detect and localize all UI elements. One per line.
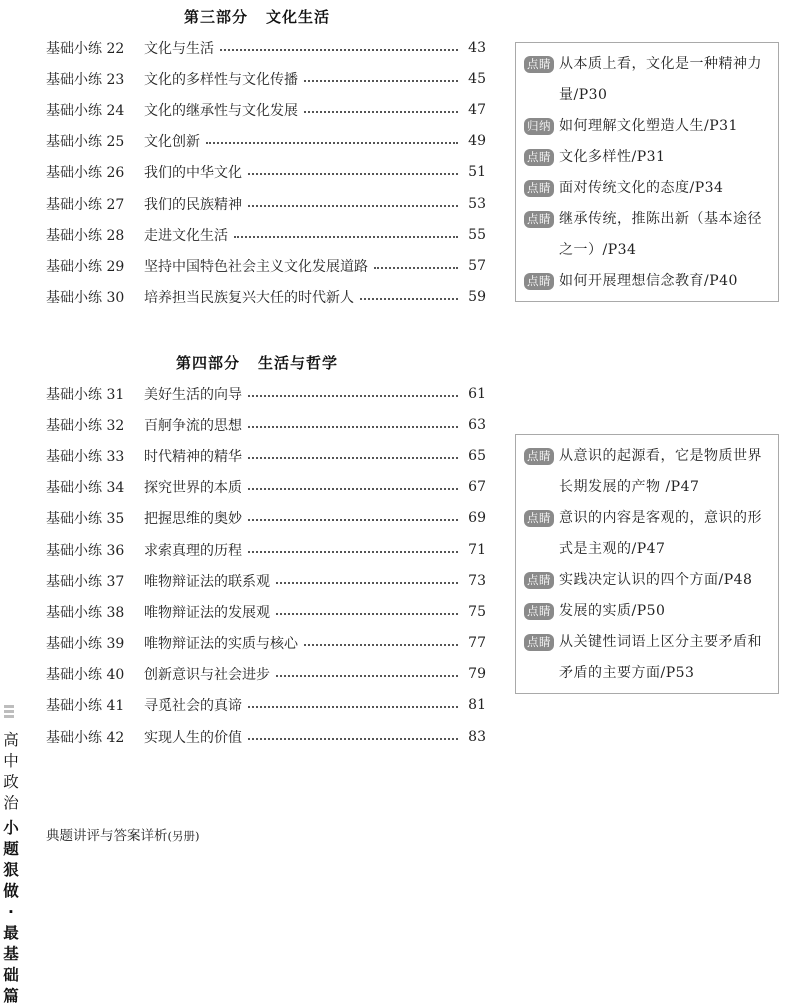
note-text: 文化多样性/P31 — [559, 149, 666, 165]
toc-topic: 文化的多样性与文化传播 — [144, 71, 298, 88]
toc-leader-dots — [248, 519, 458, 521]
toc-code: 基础小练 38 — [46, 604, 125, 621]
toc-code: 基础小练 24 — [46, 102, 125, 119]
toc-leader-dots — [248, 426, 458, 428]
note-tag-badge: 点睛 — [524, 273, 554, 290]
toc-code: 基础小练 32 — [46, 417, 125, 434]
toc-topic: 文化与生活 — [144, 40, 214, 57]
toc-code: 基础小练 28 — [46, 227, 125, 244]
toc-code: 基础小练 34 — [46, 480, 125, 497]
toc-row[interactable] — [46, 628, 486, 659]
note-item — [524, 441, 772, 503]
note-tag-badge: 点睛 — [524, 634, 554, 651]
footer-sub: (另册) — [167, 829, 200, 843]
spine-series — [0, 730, 22, 814]
toc-leader-dots — [304, 111, 458, 113]
toc-row[interactable] — [46, 565, 486, 596]
spine-title — [0, 818, 22, 1007]
toc-row[interactable] — [46, 503, 486, 534]
toc-leader-dots — [234, 236, 458, 238]
note-tag-badge: 点睛 — [524, 572, 554, 589]
spine-char: 政 — [3, 773, 19, 791]
toc-topic: 唯物辩证法的实质与核心 — [144, 636, 298, 653]
note-tag-badge: 点睛 — [524, 149, 554, 166]
note-tag-badge: 点睛 — [524, 510, 554, 527]
toc-page: 71 — [468, 541, 486, 558]
part4-title-label: 第四部分 — [176, 354, 241, 372]
spine-char: 狠 — [3, 861, 19, 879]
toc-page: 45 — [468, 70, 486, 87]
toc-topic: 我们的中华文化 — [144, 165, 242, 182]
toc-row[interactable] — [46, 63, 486, 94]
spine-char: 做 — [3, 882, 19, 900]
toc-leader-dots — [276, 613, 458, 615]
spine-char: 治 — [3, 794, 19, 812]
toc-code: 基础小练 37 — [46, 573, 125, 590]
toc-page: 51 — [468, 164, 486, 181]
spine-char: 础 — [3, 966, 19, 984]
toc-topic: 唯物辩证法的发展观 — [144, 604, 270, 621]
note-text: 继承传统，推陈出新（基本途径之一）/P34 — [559, 211, 762, 258]
toc-page: 47 — [468, 101, 486, 118]
toc-page: 57 — [468, 257, 486, 274]
toc-code: 基础小练 36 — [46, 542, 125, 559]
toc-topic: 百舸争流的思想 — [144, 417, 242, 434]
toc-leader-dots — [248, 706, 458, 708]
note-text: 意识的内容是客观的，意识的形式是主观的/P47 — [559, 510, 762, 557]
toc-topic: 培养担当民族复兴大任的时代新人 — [144, 290, 354, 307]
toc-row[interactable] — [46, 690, 486, 721]
toc-leader-dots — [248, 457, 458, 459]
toc-topic: 走进文化生活 — [144, 227, 228, 244]
toc-code: 基础小练 22 — [46, 40, 125, 57]
toc-leader-dots — [248, 488, 458, 490]
toc-leader-dots — [276, 582, 458, 584]
toc-row[interactable] — [46, 440, 486, 471]
toc-page: 81 — [468, 697, 486, 714]
toc-page: 77 — [468, 635, 486, 652]
toc-leader-dots — [248, 551, 458, 553]
note-item — [524, 596, 772, 627]
note-text: 从意识的起源看，它是物质世界长期发展的产物 /P47 — [559, 448, 762, 495]
toc-code: 基础小练 40 — [46, 667, 125, 684]
toc-leader-dots — [220, 49, 458, 51]
toc-code: 基础小练 30 — [46, 290, 125, 307]
spine-char: 题 — [3, 840, 19, 858]
toc-leader-dots — [304, 80, 458, 82]
part4-toc — [46, 378, 486, 752]
note-item — [524, 173, 772, 204]
toc-row[interactable] — [46, 188, 486, 219]
toc-row[interactable] — [46, 94, 486, 125]
toc-leader-dots — [276, 675, 458, 677]
toc-code: 基础小练 41 — [46, 698, 125, 715]
toc-leader-dots — [374, 267, 458, 269]
toc-code: 基础小练 42 — [46, 729, 125, 746]
toc-page: 49 — [468, 133, 486, 150]
note-text: 如何理解文化塑造人生/P31 — [559, 118, 738, 134]
toc-row[interactable] — [46, 721, 486, 752]
toc-leader-dots — [360, 298, 458, 300]
toc-code: 基础小练 23 — [46, 71, 125, 88]
toc-topic: 时代精神的精华 — [144, 448, 242, 465]
toc-code: 基础小练 33 — [46, 448, 125, 465]
toc-row[interactable] — [46, 472, 486, 503]
toc-row[interactable] — [46, 282, 486, 313]
toc-page: 69 — [468, 510, 486, 527]
toc-row[interactable] — [46, 219, 486, 250]
toc-page: 55 — [468, 226, 486, 243]
toc-page: 63 — [468, 416, 486, 433]
toc-row[interactable] — [46, 378, 486, 409]
toc-leader-dots — [304, 644, 458, 646]
spine-char: 高 — [3, 731, 19, 749]
part3-title — [184, 6, 330, 27]
note-tag-badge: 点睛 — [524, 180, 554, 197]
toc-page: 53 — [468, 195, 486, 212]
toc-code: 基础小练 25 — [46, 134, 125, 151]
toc-page: 59 — [468, 289, 486, 306]
note-item — [524, 627, 772, 689]
toc-topic: 寻觅社会的真谛 — [144, 698, 242, 715]
note-tag-badge: 点睛 — [524, 603, 554, 620]
toc-row[interactable] — [46, 157, 486, 188]
part3-title-label: 第三部分 — [184, 8, 249, 26]
toc-row[interactable] — [46, 32, 486, 63]
footer-note — [46, 824, 199, 844]
note-tag-badge: 点睛 — [524, 211, 554, 228]
part4-title — [176, 352, 338, 373]
toc-page: 73 — [468, 572, 486, 589]
toc-topic: 求索真理的历程 — [144, 542, 242, 559]
toc-code: 基础小练 26 — [46, 165, 125, 182]
toc-page: 43 — [468, 39, 486, 56]
toc-code: 基础小练 39 — [46, 636, 125, 653]
toc-leader-dots — [248, 205, 458, 207]
note-text: 如何开展理想信念教育/P40 — [559, 273, 738, 289]
part3-notes-box — [515, 42, 779, 302]
toc-topic: 文化创新 — [144, 134, 200, 151]
spine-bars — [4, 705, 14, 720]
footer-main: 典题讲评与答案详析 — [46, 828, 168, 844]
note-tag-badge: 点睛 — [524, 448, 554, 465]
toc-leader-dots — [248, 395, 458, 397]
toc-leader-dots — [248, 173, 458, 175]
toc-leader-dots — [248, 738, 458, 740]
toc-row[interactable] — [46, 534, 486, 565]
note-text: 实践决定认识的四个方面/P48 — [559, 572, 753, 588]
toc-row[interactable] — [46, 126, 486, 157]
toc-leader-dots — [206, 142, 458, 144]
toc-page: 67 — [468, 479, 486, 496]
toc-topic: 坚持中国特色社会主义文化发展道路 — [144, 258, 368, 275]
note-tag-badge: 点睛 — [524, 56, 554, 73]
note-text: 发展的实质/P50 — [559, 603, 666, 619]
toc-page: 83 — [468, 728, 486, 745]
note-text: 面对传统文化的态度/P34 — [559, 180, 724, 196]
note-item — [524, 49, 772, 111]
toc-row[interactable] — [46, 659, 486, 690]
spine-char: · — [8, 903, 14, 921]
spine-char: 基 — [3, 945, 19, 963]
note-text: 从关键性词语上区分主要矛盾和矛盾的主要方面/P53 — [559, 634, 762, 681]
toc-topic: 文化的继承性与文化发展 — [144, 102, 298, 119]
note-tag-badge: 归纳 — [524, 118, 554, 135]
part3-title-subject: 文化生活 — [266, 8, 331, 26]
spine-char: 最 — [3, 924, 19, 942]
toc-code: 基础小练 27 — [46, 196, 125, 213]
note-item — [524, 111, 772, 142]
spine-char: 篇 — [3, 987, 19, 1005]
toc-topic: 实现人生的价值 — [144, 729, 242, 746]
toc-topic: 唯物辩证法的联系观 — [144, 573, 270, 590]
toc-topic: 把握思维的奥妙 — [144, 511, 242, 528]
note-item — [524, 204, 772, 266]
toc-code: 基础小练 29 — [46, 258, 125, 275]
note-text: 从本质上看，文化是一种精神力量/P30 — [559, 56, 762, 103]
toc-code: 基础小练 35 — [46, 511, 125, 528]
part4-notes-box — [515, 434, 779, 694]
toc-row[interactable] — [46, 596, 486, 627]
part3-toc — [46, 32, 486, 313]
spine-char: 中 — [3, 752, 19, 770]
note-item — [524, 503, 772, 565]
toc-topic: 探究世界的本质 — [144, 480, 242, 497]
note-item — [524, 142, 772, 173]
toc-topic: 创新意识与社会进步 — [144, 667, 270, 684]
toc-topic: 我们的民族精神 — [144, 196, 242, 213]
note-item — [524, 565, 772, 596]
part4-title-subject: 生活与哲学 — [258, 354, 339, 372]
toc-code: 基础小练 31 — [46, 386, 125, 403]
toc-page: 61 — [468, 385, 486, 402]
toc-page: 75 — [468, 603, 486, 620]
toc-page: 65 — [468, 447, 486, 464]
toc-page: 79 — [468, 666, 486, 683]
spine-char: 小 — [3, 819, 19, 837]
toc-topic: 美好生活的向导 — [144, 386, 242, 403]
toc-row[interactable] — [46, 409, 486, 440]
toc-row[interactable] — [46, 250, 486, 281]
note-item — [524, 266, 772, 297]
